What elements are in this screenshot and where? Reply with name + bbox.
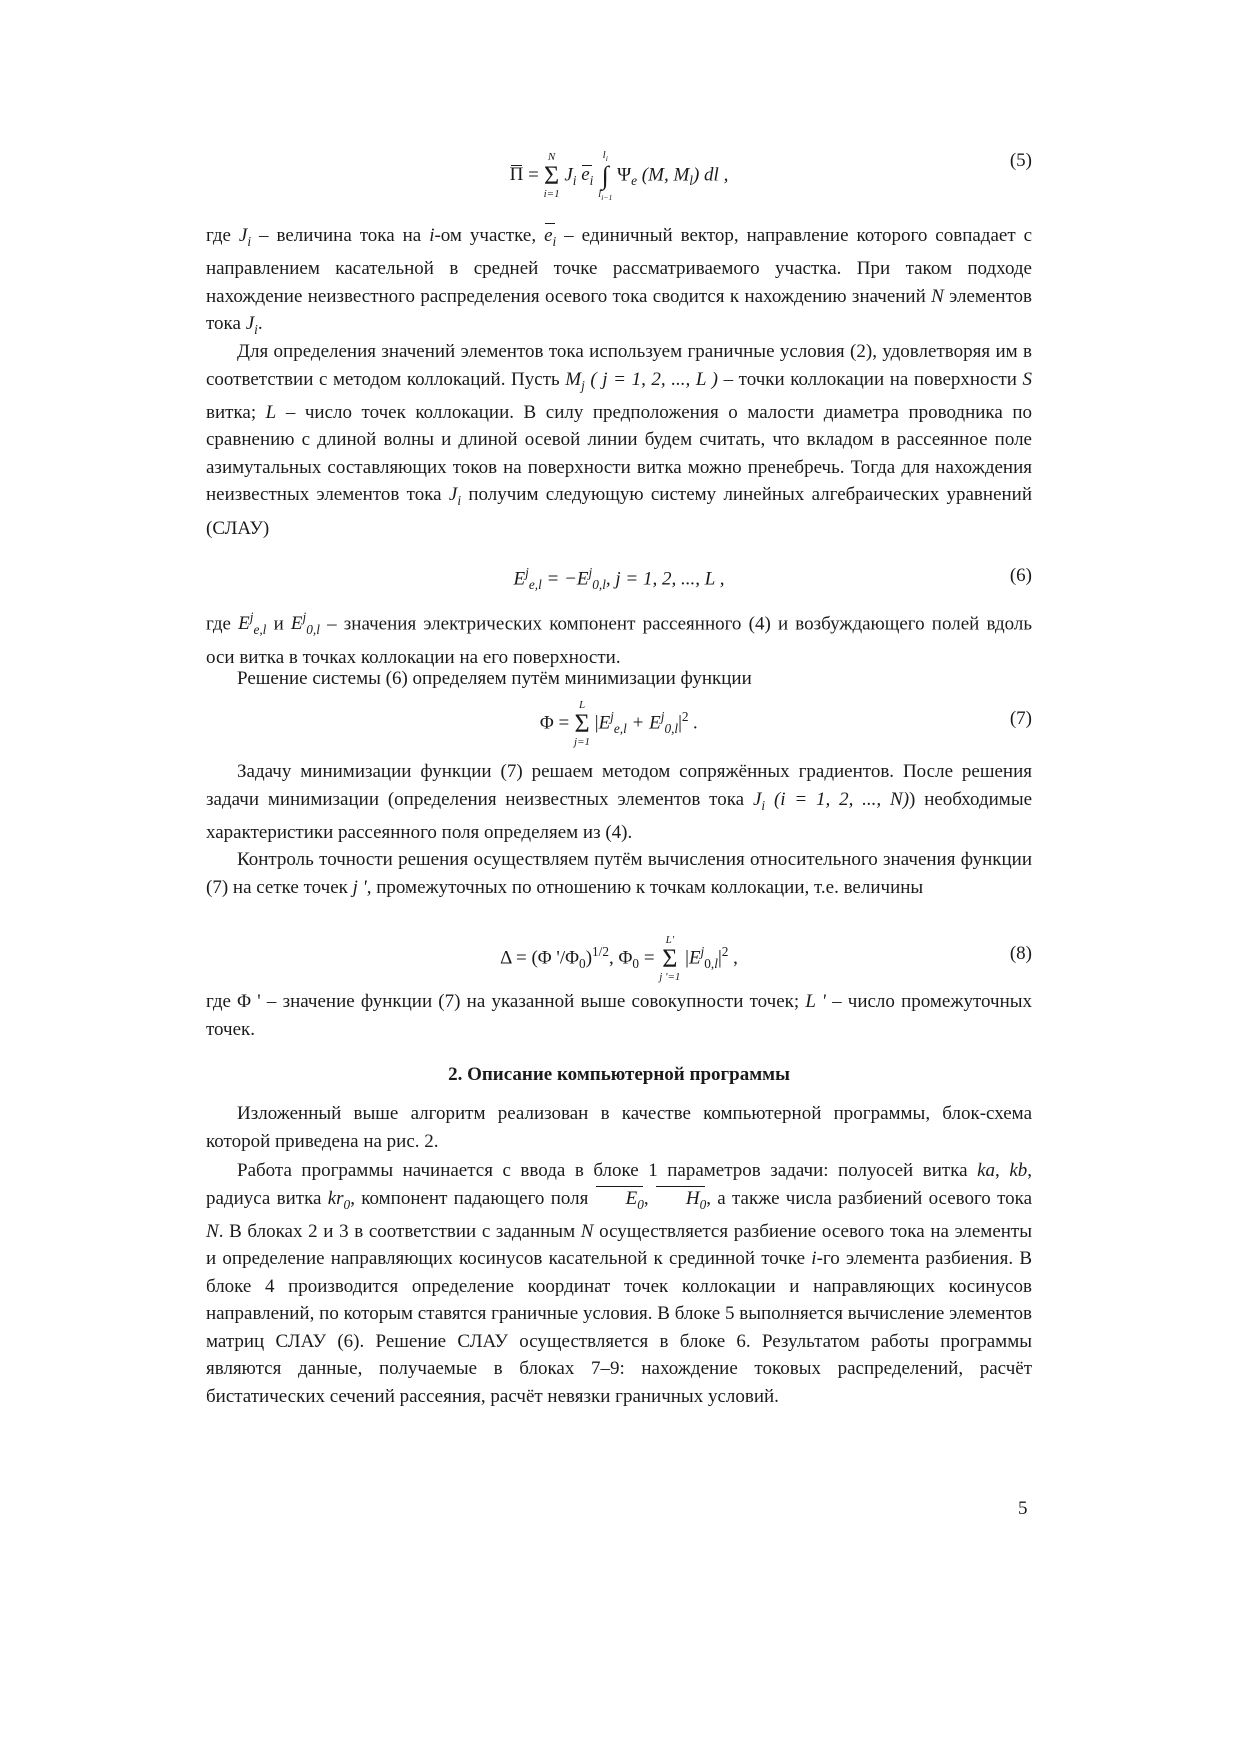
page-number: 5: [1018, 1498, 1028, 1519]
equation-8-formula: Δ = (Φ '$/\Phi_0)^{1/2}$, $\Phi_0$ = L' Σ j '=1 $|E^j_{0,l}|^2$ ,: [500, 934, 738, 983]
equation-8: [206, 935, 1032, 995]
equation-6-formula: $E^j_{e,l} = -E^j_{0,l}$, j = 1, 2, ..., L ,: [513, 565, 725, 593]
paragraph-1: где $J_i$ – величина тока на i-ом участке, $e_i$ – единичный вектор, направление которого совпадает с направлением касательной в средней точке рассматриваемого участка. При таком подходе нахождение неизвестного распределения осевого тока сводится к нахождению значений N элементов тока $J_i$.: [206, 222, 1032, 344]
pi-vector: Π: [509, 164, 524, 186]
equation-5: [206, 150, 1032, 210]
equation-6-number: (6): [1009, 565, 1032, 586]
sum-upper: N: [547, 150, 556, 163]
sum-operator: N Σ i=1: [543, 150, 560, 200]
integral-operator: $l_i$ ∫ $l_{i-1}$: [598, 149, 613, 203]
equation-5-formula: Π = N Σ i=1 $J_i$ $e_i$ $l_i$ ∫ $l_{i-1}$ $\Psi_e$ (M, $M_l$) dl ,: [509, 149, 729, 203]
equation-5-number: (5): [1009, 150, 1032, 171]
equation-8-number: (8): [1009, 943, 1032, 964]
equation-7-formula: Φ = L Σ j=1 $|E^j_{e,l} + E^j_{0,l}|^2$ .: [539, 699, 699, 748]
equation-7-number: (7): [1009, 708, 1032, 729]
paragraph-8: Изложенный выше алгоритм реализован в качестве компьютерной программы, блок-схема которой приведена на рис. 2.: [206, 1103, 1032, 1152]
paragraph-2: Для определения значений элементов тока используем граничные условия (2), удовлетворяя им в соответствии с методом коллокаций. Пусть $M_j$ ( j = 1, 2, ..., L ) – точки коллокации на поверхности S витка; L – число точек коллокации. В силу предположения о малости диаметра проводника по сравнению с длиной волны и длиной осевой линии будем считать, что вкладом в рассеянное поле азимутальных составляющих токов на поверхности витка можно пренебречь. Тогда для нахождения неизвестных элементов тока $J_i$ получим следующую систему линейных алгебраических уравнений (СЛАУ): [206, 341, 1033, 539]
paragraph-6: Контроль точности решения осуществляем путём вычисления относительного значения функции (7) на сетке точек j ', промежуточных по отношению к точкам коллокации, т.е. величины: [206, 849, 1032, 898]
section-heading: 2. Описание компьютерной программы: [448, 1064, 790, 1085]
paragraph-7: где Φ ' – значение функции (7) на указанной выше совокупности точек; L ' – число промежуточных точек.: [206, 991, 1033, 1040]
paragraph-3: где $E^j_{e,l}$ и $E^j_{0,l}$ – значения электрических компонент рассеянного (4) и возбуждающего полей вдоль оси витка в точках коллокации на его поверхности.: [206, 610, 1033, 668]
paragraph-4: Решение системы (6) определяем путём минимизации функции: [237, 668, 752, 689]
sum-lower: i=1: [543, 187, 560, 200]
equation-7: [206, 700, 1032, 760]
paragraph-9: Работа программы начинается с ввода в блоке 1 параметров задачи: полуосей витка ka, kb, радиуса витка $kr_0$, компонент падающего поля $E_0$, $H_0$, а также числа разбиений осевого тока N. В блоках 2 и 3 в соответствии с заданным N осуществляется разбиение осевого тока на элементы и определение направляющих косинусов касательной к срединной точке i-го элемента разбиения. В блоке 4 производится определение координат точек коллокации и направляющих косинусов направлений, по которым ставятся граничные условия. В блоке 5 выполняется вычисление элементов матриц СЛАУ (6). Решение СЛАУ осуществляется в блоке 6. Результатом работы программы являются данные, получаемые в блоках 7–9: нахождение токовых распределений, расчёт бистатических сечений рассеяния, расчёт невязки граничных условий.: [206, 1160, 1033, 1407]
paragraph-5: Задачу минимизации функции (7) решаем методом сопряжённых градиентов. После решения задачи минимизации (определения неизвестных элементов тока $J_i$ (i = 1, 2, ..., N)) необходимые характеристики рассеянного поля определяем из (4).: [206, 761, 1033, 843]
